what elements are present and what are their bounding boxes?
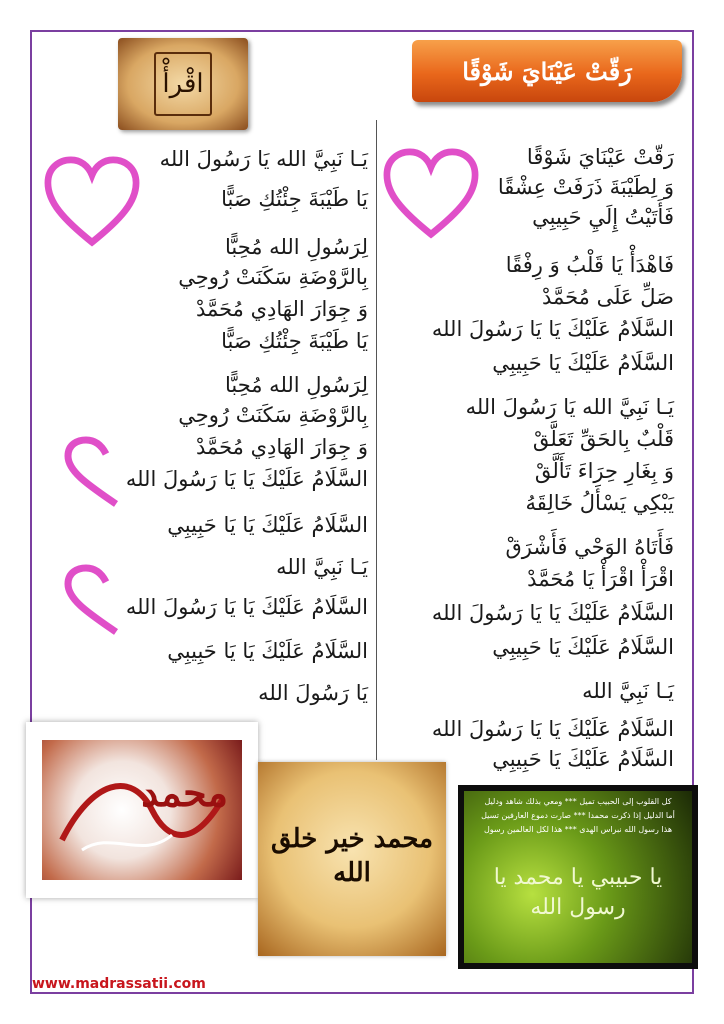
poem-line: السَّلَامُ عَلَيْكَ يَا يَا حَبِيبِي xyxy=(167,513,368,537)
poem-line: يَا طَيْبَةَ جِئْتُكِ صَبًّا xyxy=(221,187,368,211)
poem-line: بِالرَّوْضَةِ سَكَنَتْ رُوحِي xyxy=(178,265,368,289)
poem-line: السَّلَامُ عَلَيْكَ يَا حَبِيبِي xyxy=(492,635,674,659)
poem-line: فَاهْدَأْ يَا قَلْبُ وَ رِفْقًا xyxy=(505,253,674,277)
poem-line: يَبْكِي يَسْأَلُ خَالِقَهُ xyxy=(525,491,674,515)
poem-line: يَـا نَبِيَّ الله يَا رَسُولَ الله xyxy=(465,395,674,419)
poem-line: السَّلَامُ عَلَيْكَ يَا حَبِيبِي xyxy=(492,747,674,771)
calligraphy-text: محمد خير خلق الله xyxy=(270,824,434,888)
calligraphy-image-muhammad xyxy=(26,722,258,898)
poem-line: وَ جِوَارَ الهَادِي مُحَمَّدْ xyxy=(195,435,368,459)
poem-left-column xyxy=(42,130,368,710)
poem-line: يَـا نَبِيَّ الله يَا رَسُولَ الله xyxy=(159,147,368,171)
poem-line: وَ جِوَارَ الهَادِي مُحَمَّدْ xyxy=(195,297,368,321)
poem-line: قَلْبٌ بِالحَقِّ تَعَلَّقْ xyxy=(532,427,674,451)
poem-line: لِرَسُولِ الله مُحِبًّا xyxy=(224,235,368,259)
read-label: اقْرأْ xyxy=(162,69,204,99)
calligraphy-text: محمد xyxy=(141,770,228,815)
read-frame xyxy=(154,52,212,116)
calligraphy-text: يا حبيبي يا محمد يا رسول الله xyxy=(493,865,663,920)
poem-line: وَ بِغَارِ حِرَاءَ تَأَلَّقْ xyxy=(534,459,674,483)
poem-line: صَلِّ عَلَى مُحَمَّدْ xyxy=(541,285,674,309)
poem-line: السَّلَامُ عَلَيْكَ يَا يَا رَسُولَ الله xyxy=(125,595,368,619)
calligraphy-art xyxy=(464,791,692,963)
song-title: رَقّتْ عَيْنَايَ شَوْقًا xyxy=(462,56,632,86)
footer-website-link[interactable]: www.madrassatii.com xyxy=(32,976,206,992)
poem-right-column xyxy=(384,130,674,790)
poem-line: وَ لِطَيْبَةَ ذَرَفَتْ عِشْقًا xyxy=(497,175,674,199)
column-divider xyxy=(376,120,377,760)
poem-line: السَّلَامُ عَلَيْكَ يَا حَبِيبِي xyxy=(492,351,674,375)
read-badge xyxy=(118,38,248,130)
calligraphy-image-khayr xyxy=(258,762,446,956)
verse-line: كل القلوب إلى الحبيب تميل *** ومعي بذلك شاهد ودليل xyxy=(484,797,672,806)
verse-line: هذا رسول الله نبراس الهدى *** هذا لكل العالمين رسول xyxy=(483,825,673,834)
poem-line: السَّلَامُ عَلَيْكَ يَا يَا رَسُولَ الله xyxy=(431,717,674,741)
poem-line: السَّلَامُ عَلَيْكَ يَا يَا رَسُولَ الله xyxy=(431,601,674,625)
poem-line: يَـا نَبِيَّ الله xyxy=(276,555,368,579)
poem-line: اقْرَأْ اقْرَأْ يَا مُحَمَّدْ xyxy=(527,567,674,591)
poem-line: فَأَتَيْتُ إِلَيِ حَبِيبِي xyxy=(532,205,674,229)
poem-line: السَّلَامُ عَلَيْكَ يَا يَا رَسُولَ الله xyxy=(125,467,368,491)
poem-line: يَـا نَبِيَّ الله xyxy=(582,679,674,703)
poem-line: يَا طَيْبَةَ جِئْتُكِ صَبًّا xyxy=(221,329,368,353)
poem-line: السَّلَامُ عَلَيْكَ يَا يَا حَبِيبِي xyxy=(167,639,368,663)
poem-line: يَا رَسُولَ الله xyxy=(258,681,368,705)
poem-line: فَأَتَاهُ الوَحْي فَأَشْرَقْ xyxy=(505,535,674,559)
poem-line: رَقّتْ عَيْنَايَ شَوْقًا xyxy=(526,145,674,169)
verse-line: أما الدليل إذا ذكرت محمدا *** صارت دموع العارفين تسيل xyxy=(481,811,675,820)
poem-line: السَّلَامُ عَلَيْكَ يَا يَا رَسُولَ الله xyxy=(431,317,674,341)
poem-line: بِالرَّوْضَةِ سَكَنَتْ رُوحِي xyxy=(178,403,368,427)
title-banner xyxy=(412,40,682,102)
calligraphy-art xyxy=(42,740,242,880)
poem-line: لِرَسُولِ الله مُحِبًّا xyxy=(224,373,368,397)
calligraphy-image-green xyxy=(458,785,698,969)
